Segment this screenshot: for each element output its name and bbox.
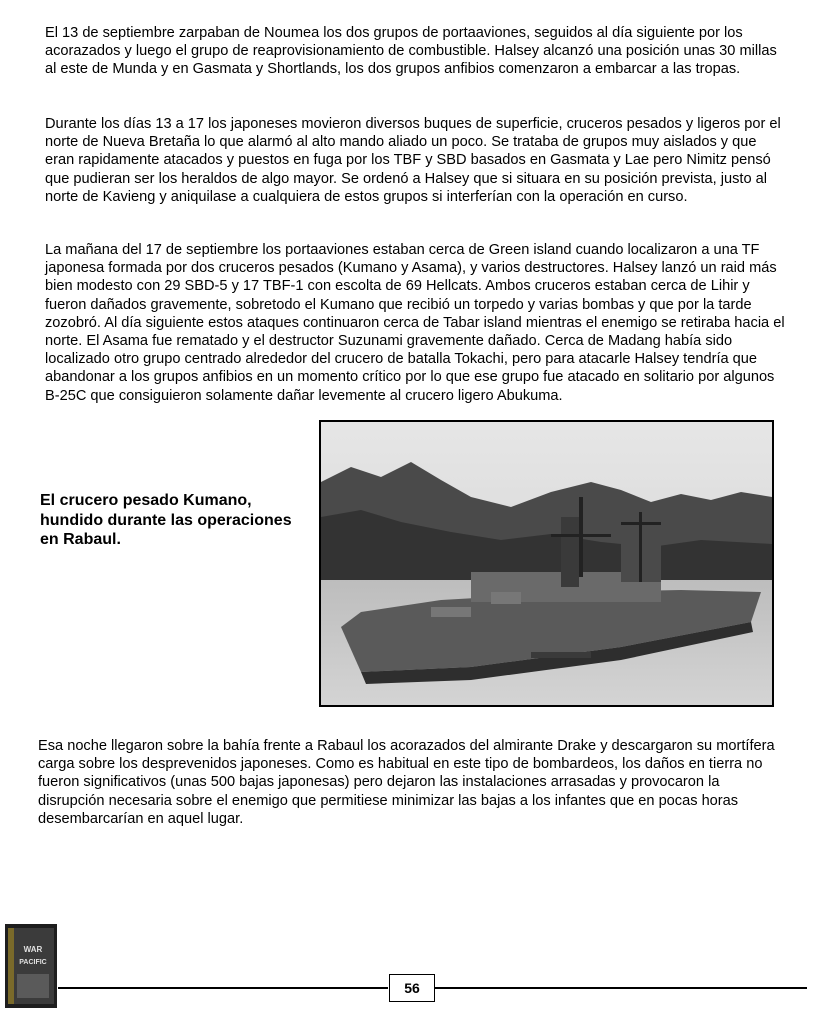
- paragraph-1: El 13 de septiembre zarpaban de Noumea los dos grupos de portaaviones, seguidos al día siguiente por los acorazados y luego el grupo de reaprovisionamiento de combustible. Halsey alcanzó una posición unas 30 millas al este de Munda y en Gasmata y Shortlands, los dos grupos anfibios comenzaron a embarcar a las tropas.: [45, 25, 777, 78]
- page-number: 56: [389, 974, 435, 1002]
- footer-rule-left: [58, 987, 388, 989]
- photo-caption: El crucero pesado Kumano, hundido durante las operaciones en Rabaul.: [40, 492, 292, 548]
- paragraph-3: La mañana del 17 de septiembre los portaaviones estaban cerca de Green island cuando localizaron a una TF japonesa formada por dos cruceros pesados (Kumano y Asama), y varios destructores. Halsey lanzó un raid más bien modesto con 29 SBD-5 y 17 TBF-1 con escolta de 69 Hellcats. Ambos cruceros estaban cerca de Lihir y fueron dañados gravemente, sobretodo el Kumano que recibió un torpedo y varias bombas y que por la tarde zozobró. Al día siguiente estos ataques continuaron cerca de Tabar island mientras el enemigo se retiraba hacia el norte. El Asama fue rematado y el destructor Suzunami gravemente dañado. Cerca de Madang había sido localizado otro grupo centrado alrededor del crucero de batalla Tokachi, pero para atacarle Halsey tendría que abandonar a los grupos anfibios en un momento crítico por lo que ese grupo fue atacado en solitario por algunos B-25C que consiguieron solamente dañar levemente al crucero ligero Abukuma.: [45, 242, 785, 404]
- svg-text:PACIFIC: PACIFIC: [19, 959, 47, 966]
- svg-text:WAR: WAR: [23, 945, 43, 954]
- warship-photo: [319, 420, 774, 707]
- footer-rule-right: [435, 987, 807, 989]
- paragraph-4: Esa noche llegaron sobre la bahía frente a Rabaul los acorazados del almirante Drake y descargaron su mortífera carga sobre los desprevenidos japoneses. Como es habitual en este tipo de bombardeos, los daños en tierra no fueron significativos (unas 500 bajas japonesas) pero dejaron las instalaciones arrasadas y provocaron la disrupción necesaria sobre el enemigo que permitiese minimizar las bajas a los infantes que en pocas horas desembarcarían en aquel lugar.: [38, 738, 775, 827]
- paragraph-2: Durante los días 13 a 17 los japoneses movieron diversos buques de superficie, cruceros pesados y ligeros por el norte de Nueva Bretaña lo que alarmó al alto mando aliado un poco. Se trataba de grupos muy aislados y que eran rapidamente atacados y puestos en fuga por los TBF y SBD basados en Gasmata y Lae pero Nimitz pensó que pudieran ser los heraldos de algo mayor. Se ordenó a Halsey que si situara en su posición prevista, justo al norte de Kavieng y aniquilase a cualquiera de estos grupos si interferían con la operación en curso.: [45, 116, 781, 205]
- game-box-logo: [5, 924, 57, 1008]
